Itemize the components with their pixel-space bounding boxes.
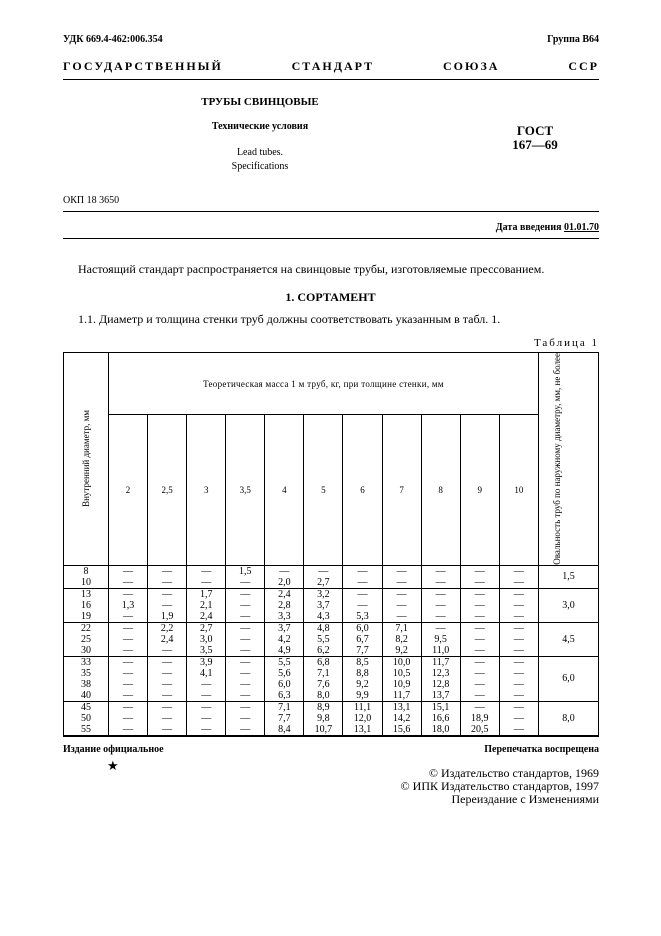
group-code: Группа В64	[547, 34, 599, 45]
mass-cell: 8,5 8,8 9,2 9,9	[343, 656, 382, 701]
mass-cell: — 9,5 11,0	[421, 622, 460, 656]
ovality-header: Овальность труб по наружному диаметру, мм, не более	[539, 353, 599, 566]
mass-cell: — — —	[499, 622, 538, 656]
ovality-cell: 1,5	[539, 565, 599, 588]
thickness-header: 2,5	[148, 415, 187, 565]
thickness-header: 5	[304, 415, 343, 565]
mass-cell: 13,1 14,2 15,6	[382, 701, 421, 735]
diameter-cell: 33 35 38 40	[64, 656, 109, 701]
assortment-table	[63, 352, 599, 736]
inner-diameter-header: Внутренний диаметр, мм	[64, 353, 109, 566]
mass-cell: — 1,3 —	[109, 588, 148, 622]
mass-cell: — — —	[460, 588, 499, 622]
mass-cell: 11,7 12,3 12,8 13,7	[421, 656, 460, 701]
okp-divider	[63, 211, 599, 212]
mass-cell: — —	[148, 565, 187, 588]
mass-cell: — — —	[499, 701, 538, 735]
mass-cell: — — 5,3	[343, 588, 382, 622]
mass-cell: 7,1 8,2 9,2	[382, 622, 421, 656]
udk-code: УДК 669.4-462:006.354	[63, 34, 163, 45]
mass-cell: — — — —	[109, 656, 148, 701]
star-icon: ★	[107, 758, 119, 773]
thickness-header: 9	[460, 415, 499, 565]
table-caption: Таблица 1	[533, 337, 599, 349]
thickness-header: 8	[421, 415, 460, 565]
mass-cell: — —	[421, 565, 460, 588]
table-row	[64, 656, 599, 701]
mass-cell: — — — —	[148, 656, 187, 701]
mass-cell: 2,2 2,4 —	[148, 622, 187, 656]
mass-cell: 1,7 2,1 2,4	[187, 588, 226, 622]
mass-cell: — — — —	[499, 656, 538, 701]
mass-cell: — 18,9 20,5	[460, 701, 499, 735]
thickness-header: 2	[109, 415, 148, 565]
copyright-1969: © Издательство стандартов, 1969	[428, 766, 599, 780]
mass-cell: — —	[460, 565, 499, 588]
mass-cell: — —	[109, 565, 148, 588]
mass-cell: — — — —	[226, 656, 265, 701]
mass-cell: — — —	[421, 588, 460, 622]
gost-number	[495, 124, 575, 152]
ovality-cell: 3,0	[539, 588, 599, 622]
mass-cell: — — —	[109, 622, 148, 656]
mass-cell: 2,7 3,0 3,5	[187, 622, 226, 656]
diameter-cell: 13 16 19	[64, 588, 109, 622]
mass-cell: — — 1,9	[148, 588, 187, 622]
document-subtitle: Технические условия	[211, 121, 309, 132]
diameter-cell: 45 50 55	[64, 701, 109, 735]
top-divider	[63, 79, 599, 80]
english-title-line2: Specifications	[231, 161, 289, 172]
mass-cell: — —	[343, 565, 382, 588]
gost-code: 167—69	[512, 137, 558, 152]
mass-cell: 5,5 5,6 6,0 6,3	[265, 656, 304, 701]
date-divider	[63, 238, 599, 239]
thickness-header: 4	[265, 415, 304, 565]
effective-date-label: Дата введения	[495, 222, 564, 233]
thickness-header: 7	[382, 415, 421, 565]
footer-divider	[63, 736, 599, 737]
mass-cell: — —	[382, 565, 421, 588]
mass-cell: — — —	[187, 701, 226, 735]
mass-header: Теоретическая масса 1 м труб, кг, при толщине стенки, мм	[109, 353, 539, 415]
table-row	[64, 588, 599, 622]
diameter-cell: 8 10	[64, 565, 109, 588]
effective-date-value: 01.01.70	[564, 222, 599, 233]
ovality-cell: 8,0	[539, 701, 599, 735]
mass-cell: 11,1 12,0 13,1	[343, 701, 382, 735]
mass-cell: — — — —	[460, 656, 499, 701]
table-row	[64, 701, 599, 735]
clause-1-1: 1.1. Диаметр и толщина стенки труб должны соответствовать указанным в табл. 1.	[78, 312, 501, 326]
okp-code: ОКП 18 3650	[63, 195, 120, 206]
mass-cell: 1,5 —	[226, 565, 265, 588]
copyright-block	[401, 767, 599, 806]
effective-date	[496, 222, 599, 233]
thickness-header: 3,5	[226, 415, 265, 565]
mass-cell: — —	[187, 565, 226, 588]
mass-cell: 3,9 4,1 — —	[187, 656, 226, 701]
reprint-notice: Перепечатка воспрещена	[484, 744, 599, 755]
mass-cell: — — —	[226, 701, 265, 735]
mass-cell: — 2,7	[304, 565, 343, 588]
mass-cell: — 2,0	[265, 565, 304, 588]
reissue-note: Переиздание с Изменениями	[451, 792, 599, 806]
intro-paragraph: Настоящий стандарт распространяется на свинцовые трубы, изготовляемые прессованием.	[78, 262, 545, 276]
ovality-cell: 6,0	[539, 656, 599, 701]
official-edition: Издание официальное	[63, 744, 164, 755]
mass-cell: 3,7 4,2 4,9	[265, 622, 304, 656]
mass-cell: — — —	[460, 622, 499, 656]
thickness-header: 3	[187, 415, 226, 565]
mass-cell: 3,2 3,7 4,3	[304, 588, 343, 622]
mass-cell: 6,0 6,7 7,7	[343, 622, 382, 656]
mass-cell: — — —	[226, 622, 265, 656]
document-title: ТРУБЫ СВИНЦОВЫЕ	[201, 96, 319, 108]
section-title: 1. СОРТАМЕНТ	[285, 290, 376, 304]
mass-cell: — — —	[109, 701, 148, 735]
mass-cell: 7,1 7,7 8,4	[265, 701, 304, 735]
mass-cell: 8,9 9,8 10,7	[304, 701, 343, 735]
mass-cell: — — —	[226, 588, 265, 622]
mass-cell: — — —	[499, 588, 538, 622]
mass-cell: 2,4 2,8 3,3	[265, 588, 304, 622]
table-row	[64, 565, 599, 588]
copyright-1997: © ИПК Издательство стандартов, 1997	[400, 779, 599, 793]
state-standard-banner: ГОСУДАРСТВЕННЫЙ СТАНДАРТ СОЮЗА ССР	[63, 59, 599, 73]
diameter-cell: 22 25 30	[64, 622, 109, 656]
mass-cell: — — —	[148, 701, 187, 735]
english-title-line1: Lead tubes.	[236, 147, 284, 158]
mass-cell: — — —	[382, 588, 421, 622]
table-row	[64, 622, 599, 656]
mass-cell: — —	[499, 565, 538, 588]
thickness-header: 10	[499, 415, 538, 565]
gost-label: ГОСТ	[516, 123, 554, 138]
thickness-header: 6	[343, 415, 382, 565]
english-title	[180, 146, 340, 174]
mass-cell: 15,1 16,6 18,0	[421, 701, 460, 735]
mass-cell: 6,8 7,1 7,6 8,0	[304, 656, 343, 701]
mass-cell: 4,8 5,5 6,2	[304, 622, 343, 656]
mass-cell: 10,0 10,5 10,9 11,7	[382, 656, 421, 701]
ovality-cell: 4,5	[539, 622, 599, 656]
